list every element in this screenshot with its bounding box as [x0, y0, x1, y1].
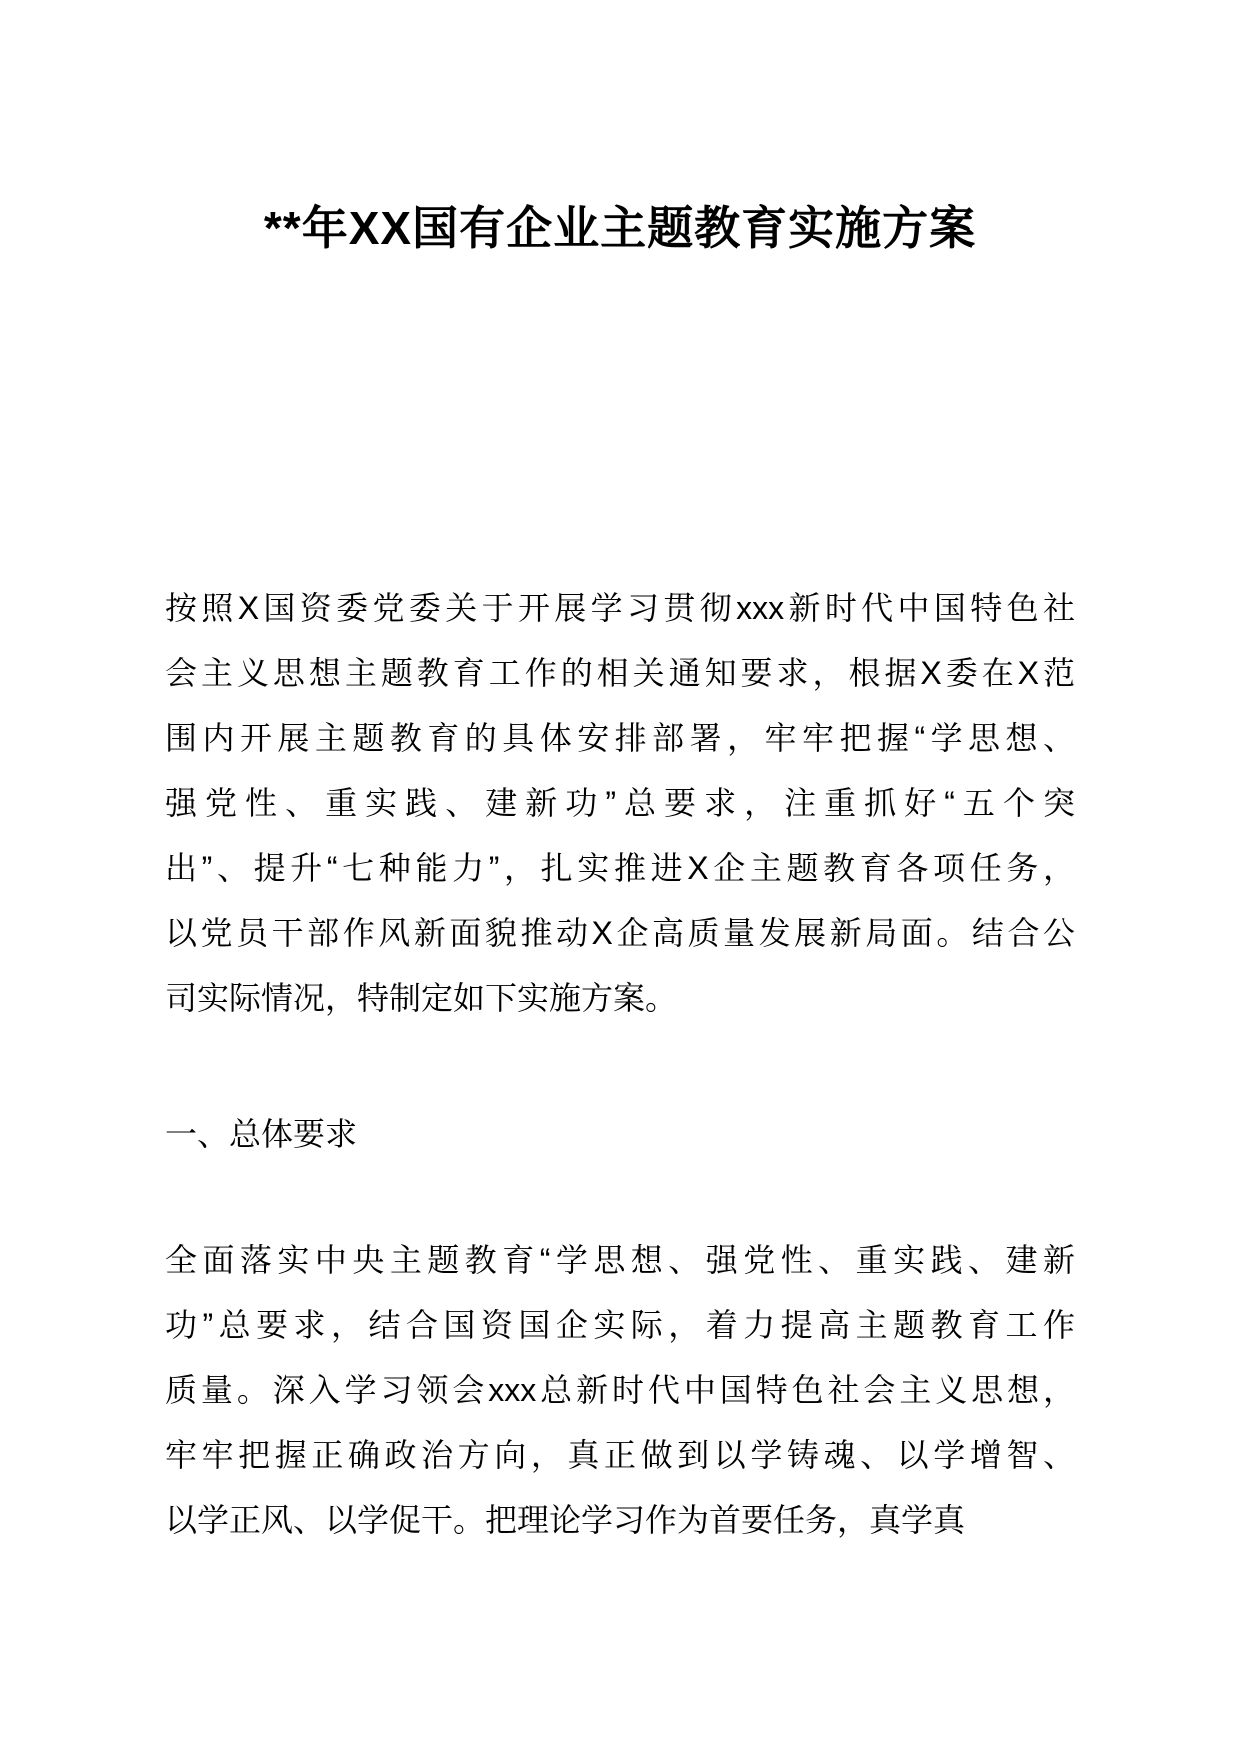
document-body — [165, 576, 1075, 1553]
text-line: 围内开展主题教育的具体安排部署，牢牢把握“学思想、 — [165, 720, 1075, 756]
paragraph — [165, 576, 1075, 1031]
text-line: 强党性、重实践、建新功”总要求，注重抓好“五个突 — [165, 785, 1075, 821]
text-line: 功”总要求，结合国资国企实际，着力提高主题教育工作 — [165, 1307, 1075, 1343]
text-line: 出”、提升“七种能力”，扎实推进X企主题教育各项任务， — [165, 850, 1075, 886]
text-line: 全面落实中央主题教育“学思想、强党性、重实践、建新 — [165, 1242, 1075, 1278]
text-line: 质量。深入学习领会xxx总新时代中国特色社会主义思想， — [165, 1372, 1075, 1408]
text-line: 以学正风、以学促干。把理论学习作为首要任务，真学真 — [165, 1502, 966, 1538]
text-line: 按照X国资委党委关于开展学习贯彻xxx新时代中国特色社 — [165, 590, 1075, 626]
text-line: 会主义思想主题教育工作的相关通知要求，根据X委在X范 — [165, 655, 1075, 691]
text-line: 司实际情况，特制定如下实施方案。 — [165, 980, 678, 1016]
section-heading — [165, 1102, 1075, 1167]
text-line: 一、总体要求 — [165, 1116, 358, 1152]
paragraph — [165, 1228, 1075, 1553]
text-line: 牢牢把握正确政治方向，真正做到以学铸魂、以学增智、 — [165, 1437, 1075, 1473]
text-line: 以党员干部作风新面貌推动X企高质量发展新局面。结合公 — [165, 915, 1075, 951]
document-title: **年XX国有企业主题教育实施方案 — [263, 202, 977, 254]
